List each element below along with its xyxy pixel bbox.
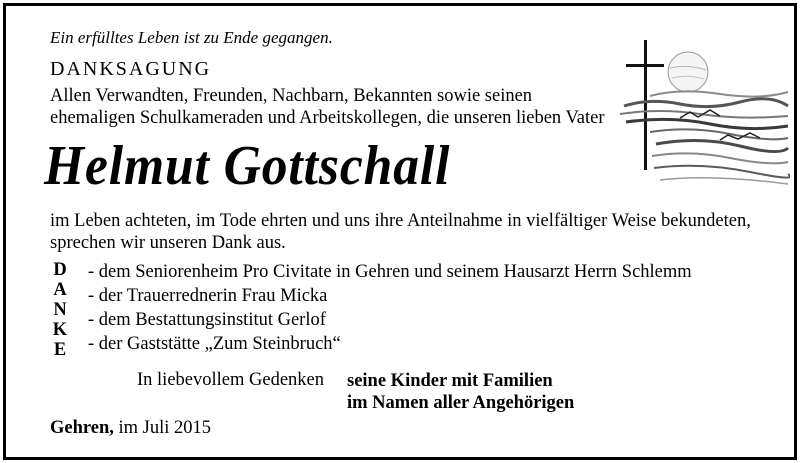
paragraph-2-line-1: im Leben achteten, im Tode ehrten und uns ihre Anteilnahme in vielfältiger Weise bekundeten,: [50, 211, 751, 231]
paragraph-2-line-2: sprechen wir unseren Dank aus.: [50, 233, 286, 253]
obituary-card: [3, 3, 797, 460]
danke-letter: E: [53, 340, 67, 360]
list-item: - der Gaststätte „Zum Steinbruch“: [88, 334, 341, 354]
family-line-2: im Namen aller Angehörigen: [347, 393, 575, 413]
paragraph-2: [50, 210, 751, 254]
danke-letter: D: [53, 260, 67, 280]
list-item: - dem Seniorenheim Pro Civitate in Gehren und seinem Hausarzt Herrn Schlemm: [88, 262, 692, 282]
intro-line: Ein erfülltes Leben ist zu Ende gegangen.: [50, 28, 333, 47]
paragraph-1-line-1: Allen Verwandten, Freunden, Nachbarn, Bekannten sowie seinen: [50, 86, 533, 106]
place-date: [50, 418, 211, 439]
paragraph-1: [50, 85, 604, 129]
thanks-list: [88, 260, 692, 356]
list-item: - dem Bestattungsinstitut Gerlof: [88, 310, 326, 330]
heading: DANKSAGUNG: [50, 58, 212, 80]
danke-letter: A: [53, 280, 67, 300]
family-line-1: seine Kinder mit Familien: [347, 371, 553, 391]
deceased-name: Helmut Gottschall: [44, 135, 451, 197]
cross-landscape-sketch-icon: [610, 34, 790, 194]
list-item: - der Trauerrednerin Frau Micka: [88, 286, 328, 306]
family-signature: [347, 370, 574, 414]
date: im Juli 2015: [118, 418, 212, 438]
memory-line: In liebevollem Gedenken: [137, 370, 324, 390]
danke-letter: N: [53, 300, 67, 320]
danke-letters: [52, 260, 68, 360]
paragraph-1-line-2: ehemaligen Schulkameraden und Arbeitskollegen, die unseren lieben Vater: [50, 108, 605, 128]
place: Gehren,: [50, 418, 114, 438]
danke-letter: K: [52, 320, 68, 340]
